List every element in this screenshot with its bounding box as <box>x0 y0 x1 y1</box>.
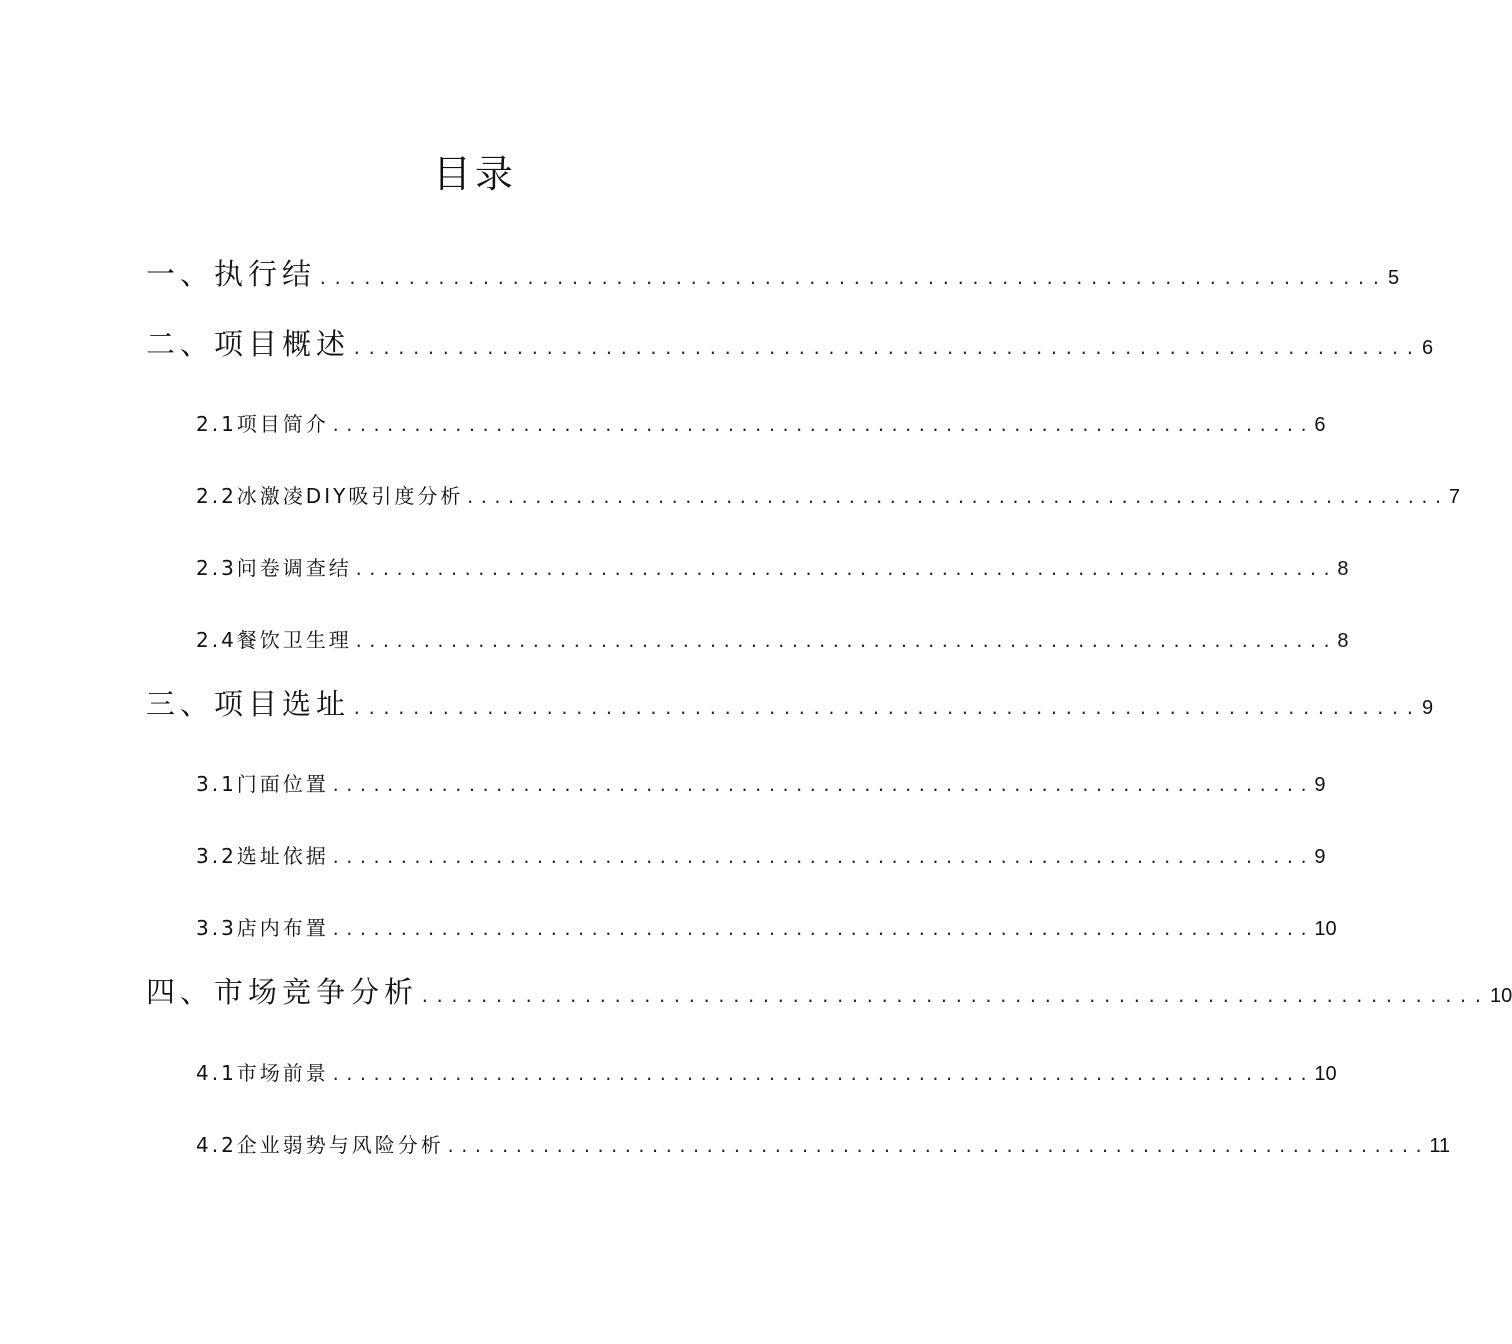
dot-leader: ........................................................................ <box>353 560 1336 579</box>
toc-entry-2-1 <box>196 408 1326 437</box>
toc-page-number: 10 <box>1489 985 1512 1007</box>
toc-entry-3-1 <box>196 768 1326 797</box>
toc-label: 四、市场竞争分析 <box>146 975 419 1009</box>
toc-label: 一、执行结 <box>146 257 317 291</box>
toc-label: 2.1项目简介 <box>196 412 329 436</box>
toc-label: 2.3问卷调查结 <box>196 556 352 580</box>
toc-page-number: 6 <box>1314 414 1326 436</box>
toc-page-number: 10 <box>1314 1063 1337 1085</box>
toc-page-number: 5 <box>1387 267 1400 289</box>
dot-leader: ........................................................................ <box>330 848 1313 867</box>
toc-page-number: 6 <box>1421 337 1434 359</box>
dot-leader: ........................................................................ <box>318 269 1386 288</box>
dot-leader: ........................................................................ <box>465 488 1447 507</box>
toc-entry-2-4 <box>196 624 1349 653</box>
toc-page-number: 8 <box>1337 558 1349 580</box>
dot-leader: ........................................................................ <box>330 776 1313 795</box>
dot-leader: ........................................................................ <box>330 1065 1313 1084</box>
dot-leader: ........................................................................ <box>330 416 1313 435</box>
toc-page-number: 11 <box>1429 1135 1451 1157</box>
toc-entry-4-1 <box>196 1057 1337 1086</box>
toc-page-number: 7 <box>1448 486 1461 508</box>
toc-page-number: 9 <box>1421 697 1434 719</box>
toc-entry-2-2 <box>196 480 1461 509</box>
toc-entry-3 <box>146 682 1434 723</box>
toc-label: 4.2企业弱势与风险分析 <box>196 1133 444 1157</box>
toc-label: 三、项目选址 <box>146 687 351 721</box>
toc-page-number: 8 <box>1337 630 1349 652</box>
dot-leader: ........................................................................ <box>353 632 1336 651</box>
toc-page-number: 9 <box>1314 774 1326 796</box>
dot-leader: ........................................................................ <box>330 920 1313 939</box>
dot-leader: ........................................................................ <box>352 339 1420 358</box>
dot-leader: ........................................................................ <box>420 987 1488 1006</box>
toc-label: 2.4餐饮卫生理 <box>196 628 352 652</box>
toc-label: 二、项目概述 <box>146 327 351 361</box>
toc-entry-2-3 <box>196 552 1349 581</box>
toc-label: 4.1市场前景 <box>196 1061 329 1085</box>
toc-label: 3.1门面位置 <box>196 772 329 796</box>
dot-leader: ........................................................................ <box>445 1137 1428 1156</box>
toc-entry-4-2 <box>196 1129 1451 1158</box>
toc-label: 3.3店内布置 <box>196 916 329 940</box>
toc-entry-1 <box>146 252 1400 293</box>
toc-page-number: 10 <box>1314 918 1337 940</box>
toc-entry-4 <box>146 970 1512 1011</box>
toc-page-number: 9 <box>1314 846 1326 868</box>
toc-label: 3.2选址依据 <box>196 844 329 868</box>
toc-entry-3-2 <box>196 840 1326 869</box>
page-title: 目录 <box>432 152 517 196</box>
toc-label: 2.2冰激凌DIY吸引度分析 <box>196 484 464 508</box>
dot-leader: ........................................................................ <box>352 699 1420 718</box>
toc-entry-2 <box>146 322 1434 363</box>
toc-entry-3-3 <box>196 912 1337 941</box>
